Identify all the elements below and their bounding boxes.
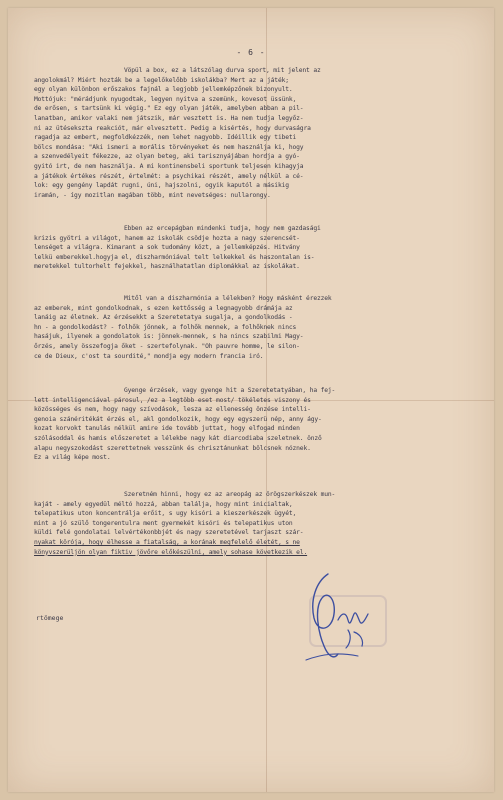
text-line: telepatikus uton koncentrálja erőit, s ugy kisóri a kieszerkészek ügyét,	[34, 510, 297, 518]
text-line: Mottójuk: "mérádjunk nyugodtak, legyen nyitva a szemünk, kovesot üssünk,	[34, 95, 297, 103]
text-line: Ez a világ képe most.	[34, 454, 111, 462]
paragraph-1	[34, 66, 482, 200]
text-line: hasájuk, ilyenek a gondolatok is: jönnek-mennek, s ha nincs szabilmi Magy-	[34, 333, 304, 341]
text-line: lett intelligenciával párosul, /ez a legtöbb eset most/ tökéletes viszony és	[34, 396, 311, 404]
trailing-word: rtömege	[36, 614, 64, 622]
text-line: gyitó irt, de nem használja. A mi kontinensbeli sportunk teljesen kihagyja	[34, 162, 304, 170]
text-line: de erősen, s tartsünk ki végig." Ez egy olyan játék, amelyben abban a pil-	[34, 105, 304, 113]
paragraph-5	[34, 490, 482, 557]
text-line: Gyenge érzések, vagy gyenge hit a Szeretetatyában, ha fej-	[124, 387, 336, 394]
text-line: lelkü emberekkel.hogyja el, diszharmóniával telt lelkekkel és haszontalan is-	[34, 253, 315, 261]
text-line: a szenvedélyeit fékezze, az olyan beteg, aki tarisznyájában hordja a gyó-	[34, 153, 300, 161]
text-line: angolokmál? Miért hozták be a legelőkelőbb iskolákba? Mert az a játék;	[34, 76, 289, 84]
text-line: Mitől van a diszharmónia a lélekben? Hogy másként érezzek	[124, 295, 332, 302]
text-line-underlined: nyakat körója, hogy élhesse a fiatalság, a korának megfelelő életét, s ne	[34, 538, 300, 546]
text-line: iramán, - így mozitlan magában több, mint nevetséges: nullarongy.	[34, 191, 271, 199]
paragraph-3	[34, 294, 482, 361]
text-line: az emberek, mint gondolkodnak, s ezen kettősség a legnagyobb drámája az	[34, 304, 293, 312]
text-line: egy olyan különbon erőszakos fajnál a legjobb jellemképzőnek bizonyult.	[34, 86, 293, 94]
text-line: ragadja az embert, megfoldkézzék, nem lehet nagyobb. Idéillik egy tibeti	[34, 134, 297, 142]
text-line: ni az ütésekszta reakciót, már elvesztett. Pedig a kisértés, hogy durvaságra	[34, 124, 311, 132]
text-line: Vöpül a box, ez a látszólag durva sport, mit jelent az	[124, 67, 321, 74]
text-line: lanáig az életnek. Az érzésekkt a Szeretetatya sugalja, a gondolkodás -	[34, 314, 293, 322]
text-line: hn - a gondolkodást? - folhők jönnek, a folhők mennek, a folhőknek nincs	[34, 323, 297, 331]
text-line: a játékok értékes részét, értelmét: a psychikai részét, amely nélkül a cé-	[34, 172, 304, 180]
text-line: kaját - amely egyedül méltó hozzá, abban találja, hogy mint inicialtak,	[34, 500, 293, 508]
text-line: bölcs mondása: "Aki ismeri a morális törvényeket és nem használja ki, hogy	[34, 143, 304, 151]
text-line: lok: egy gengény lapdát rugni, úni, hajszolni, ogyik kaputól a másikig	[34, 182, 289, 190]
text-line: alapu negyszokodást szerettetnek vesszünk és chrisztánunkat bölcsnek nóznek.	[34, 444, 311, 452]
text-line: krizis gyötri a világot, hanem az iskolák csödje hozta a nagy szerencsét-	[34, 234, 300, 242]
text-line: őrzés, amely összefogja őket - szertefolynak. "Oh pauvre homme, le silon-	[34, 342, 300, 350]
page-number: - 6 -	[236, 48, 266, 57]
text-line-underlined: könyvszerüljön olyan fiktiv jövőre előkészülni, amely sohase következik el.	[34, 548, 308, 556]
text-line: kozat korvokt tanulás nélkül amire ide tovább juttat, hogy elfogad minden	[34, 425, 300, 433]
text-line: mint a jó szülő tongerentulra ment gyermekét kisóri és telepatikus uton	[34, 519, 293, 527]
paragraph-4	[34, 386, 482, 463]
text-line: ce de Dieux, c'ost ta sourdité," mondja egy modern francia iró.	[34, 352, 264, 360]
text-line: lanatban, amikor valaki nem játszik, már vesztett is. Ha nem tudja legyőz-	[34, 114, 304, 122]
text-line: küldi felé gondolatai lelvértékonbbjét és nagy szeretetével tarjaszt szár-	[34, 529, 304, 537]
text-line: Ebben az ercepágban mindenki tudja, hogy nem gazdasági	[124, 225, 321, 232]
signature	[288, 560, 378, 670]
text-line: szólásoddal és hamis előszeretet a lélekbe nagy kát diarcodiaba szeletnek. önző	[34, 434, 322, 442]
text-line: genoia szánéritékát érzés el, akl gondolkozik, hogy egy egyszerü nép, anny ágy-	[34, 415, 322, 423]
text-line: Szeretném hinni, hogy ez az areopág az örögszerkészek mun-	[124, 491, 336, 498]
text-line: meretekkel tultorhelt fejekkel, használhatatlan diplomákkal az iskolákat.	[34, 263, 300, 271]
text-line: közösséges és nem, hogy nagy szívodások, lesza az ellenesség önzése intelli-	[34, 406, 311, 414]
text-line: lenséget a világra. Kimarant a sok tudomány közt, a jellemképzés. Hitvány	[34, 244, 300, 252]
document-page	[8, 8, 494, 792]
paragraph-2	[34, 224, 482, 272]
